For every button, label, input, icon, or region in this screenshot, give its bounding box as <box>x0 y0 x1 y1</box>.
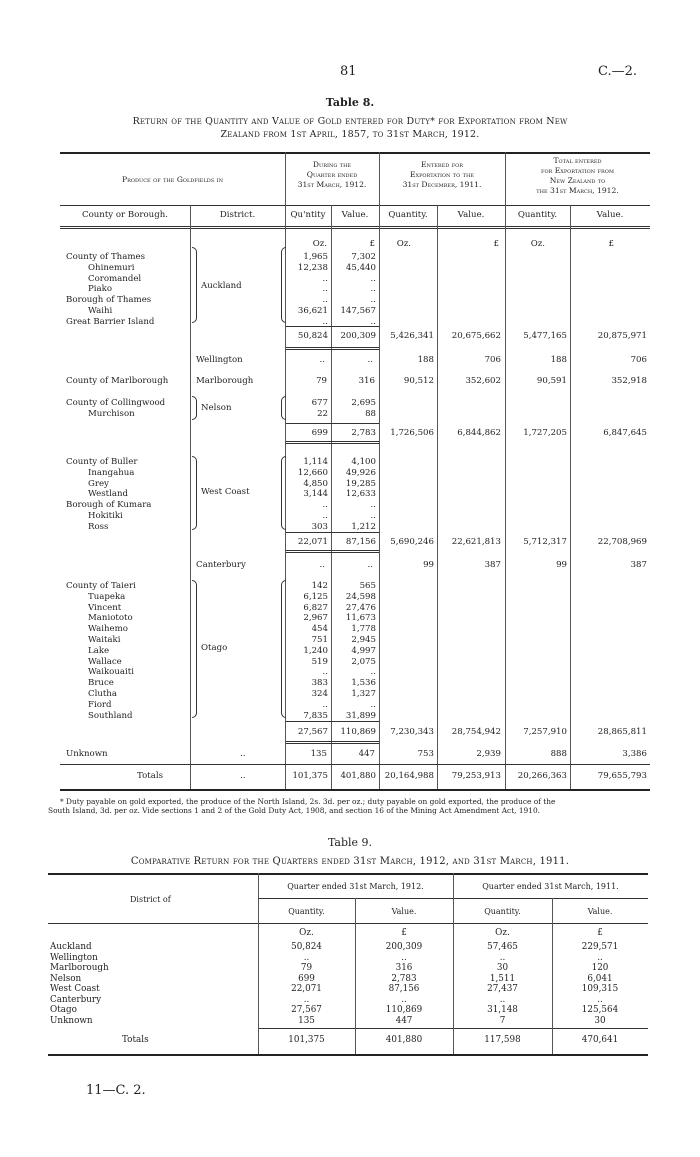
marlborough-entered-qty: 90,512 <box>403 376 434 386</box>
auckland-county-name: Great Barrier Island <box>66 316 155 327</box>
otago-county-qty: 324 <box>311 689 328 699</box>
table9-q1911: .. <box>499 952 506 963</box>
otago-county-name: Waikouaiti <box>88 667 134 678</box>
auckland-county-qty: 36,621 <box>297 306 328 316</box>
table9-district-name: Wellington <box>50 952 98 963</box>
wellington-entered-value: 706 <box>484 355 501 365</box>
otago-county-value: 2,945 <box>351 635 376 645</box>
marlborough-qty: 79 <box>316 376 327 386</box>
table9-totals-v1911: 470,641 <box>581 1035 619 1045</box>
westcoast-subtotal-qty: 22,071 <box>297 537 328 547</box>
col-head-produce: Produce of the Goldfields in <box>122 175 223 184</box>
nelson-total-value: 6,847,645 <box>603 428 647 438</box>
otago-county-name: Maniototo <box>88 613 133 624</box>
table9-q1912-head: Quarter ended 31st March, 1912. <box>287 882 424 891</box>
table9-district-name: Marlborough <box>50 963 109 973</box>
col-head-during-1: During the <box>312 160 352 169</box>
county-marlborough: County of Marlborough <box>66 376 169 386</box>
table9-unit-oz: Oz. <box>299 928 314 938</box>
canterbury-qty: .. <box>319 560 325 570</box>
nelson-county-qty: 677 <box>311 398 328 408</box>
col-head-during-3: 31st March, 1912. <box>297 180 367 189</box>
table9-q1912: 135 <box>298 1015 315 1026</box>
canterbury-value: .. <box>367 560 373 570</box>
table9-v1911: 229,571 <box>581 942 619 952</box>
westcoast-county-value: 4,100 <box>351 457 376 467</box>
auckland-county-name: Piako <box>88 284 113 295</box>
unknown-entered-qty: 753 <box>417 749 434 759</box>
nelson-county-value: 88 <box>365 408 376 419</box>
otago-county-value: 1,778 <box>351 624 376 635</box>
unit-pound: £ <box>608 239 614 249</box>
nelson-entered-qty: 1,726,506 <box>390 428 434 438</box>
table9-v1911: 125,564 <box>581 1005 619 1015</box>
district-west-coast: West Coast <box>201 487 250 497</box>
otago-county-value: 27,476 <box>345 602 376 613</box>
table9-q1912: .. <box>303 994 310 1005</box>
subhead-qty: Qu'ntity <box>290 210 326 220</box>
table9-unit-pound: £ <box>401 928 407 938</box>
table9-v1911: 6,041 <box>587 973 613 984</box>
footnote-line1: * Duty payable on gold exported, the produce of the North Island, 2s. 3d. per oz.; duty payable on gold exported, the produce of the <box>60 797 556 806</box>
district-auckland: Auckland <box>201 281 242 291</box>
westcoast-county-value: .. <box>370 511 376 521</box>
table9-district-name: West Coast <box>50 984 100 994</box>
table9-subtitle: Comparative Return for the Quarters ended 31st March, 1912, and 31st March, 1911. <box>130 856 570 867</box>
auckland-entered-value: 20,675,662 <box>451 331 501 341</box>
otago-subtotal-value: 110,869 <box>340 727 376 737</box>
table8-title: Table 8. <box>325 96 375 109</box>
westcoast-county-qty: 303 <box>311 521 328 532</box>
table9-v1912: 110,869 <box>385 1005 423 1015</box>
table9-quantity-1912: Quantity. <box>288 907 325 916</box>
unit-oz: Oz. <box>312 239 327 249</box>
auckland-total-qty: 5,477,165 <box>523 331 567 341</box>
nelson-subtotal-qty: 699 <box>311 428 328 438</box>
table9-v1911: 109,315 <box>581 984 619 994</box>
otago-county-value: 31,899 <box>345 710 376 721</box>
otago-county-qty: 2,967 <box>303 613 328 624</box>
auckland-county-value: 7,302 <box>351 252 376 262</box>
table9-v1912: 2,783 <box>391 973 417 984</box>
table9-v1911: 30 <box>594 1015 606 1026</box>
page-number: 81 <box>340 64 357 79</box>
otago-county-value: .. <box>370 699 376 710</box>
otago-county-qty: .. <box>322 699 328 710</box>
table9-q1911: 57,465 <box>487 942 518 952</box>
col-head-entered-2: Exportation to the <box>409 170 475 179</box>
table9-q1911: .. <box>499 994 506 1005</box>
nelson-county-name: Murchison <box>88 408 135 419</box>
westcoast-total-qty: 5,712,317 <box>523 537 567 547</box>
nelson-entered-value: 6,844,862 <box>457 428 501 438</box>
auckland-county-qty: 12,238 <box>297 262 328 273</box>
totals-value: 401,880 <box>340 771 376 781</box>
otago-county-qty: 383 <box>311 678 328 689</box>
table9-q1912: 22,071 <box>291 984 322 994</box>
table9-v1911: .. <box>597 952 603 963</box>
table9-q1911: 7 <box>499 1015 506 1026</box>
table9-q1911: 31,148 <box>487 1005 518 1015</box>
table9-q1911-head: Quarter ended 31st March, 1911. <box>482 882 619 891</box>
marlborough-total-value: 352,918 <box>611 376 647 386</box>
subhead-county: County or Borough. <box>82 210 168 220</box>
auckland-total-value: 20,875,971 <box>597 331 647 341</box>
westcoast-entered-qty: 5,690,246 <box>390 537 434 547</box>
wellington-value: .. <box>367 355 373 365</box>
otago-county-value: 1,536 <box>351 678 376 689</box>
table9-q1912: 699 <box>298 973 315 984</box>
auckland-county-qty: .. <box>322 316 328 327</box>
auckland-county-name: County of Thames <box>66 252 145 262</box>
auckland-county-value: .. <box>370 273 376 284</box>
totals-entered-value: 79,253,913 <box>451 771 501 781</box>
otago-county-name: Wallace <box>88 656 122 667</box>
unknown-qty: 135 <box>310 749 327 759</box>
nelson-total-qty: 1,727,205 <box>523 428 567 438</box>
auckland-county-value: .. <box>370 316 376 327</box>
totals-district: .. <box>240 771 246 781</box>
table9-district-name: Otago <box>50 1005 77 1015</box>
totals-total-qty: 20,266,363 <box>517 771 567 781</box>
table9-q1912: 79 <box>300 963 313 973</box>
wellington-total-value: 706 <box>630 355 647 365</box>
unknown-value: 447 <box>358 749 375 759</box>
page-signature: 11—C. 2. <box>86 1083 146 1098</box>
unit-pound: £ <box>493 239 499 249</box>
auckland-county-value: 45,440 <box>345 262 376 273</box>
otago-county-qty: 142 <box>311 581 328 591</box>
otago-county-value: 24,598 <box>345 591 376 602</box>
district-wellington: Wellington <box>196 355 243 365</box>
table9-v1912: 200,309 <box>385 942 423 952</box>
westcoast-county-value: 1,212 <box>351 521 376 532</box>
district-marlborough: Marlborough <box>196 376 254 386</box>
subhead-entered-value: Value. <box>457 210 485 220</box>
otago-total-value: 28,865,811 <box>597 727 647 737</box>
col-head-total-2: for Exportation from <box>540 166 615 175</box>
document-reference: C.—2. <box>598 64 638 79</box>
auckland-county-qty: .. <box>322 295 328 306</box>
table9-unit-pound: £ <box>597 928 603 938</box>
otago-total-qty: 7,257,910 <box>523 727 567 737</box>
westcoast-county-qty: 4,850 <box>303 478 328 489</box>
table9-value-1912: Value. <box>391 907 417 916</box>
table9-v1912: 316 <box>395 963 413 973</box>
otago-entered-value: 28,754,942 <box>451 727 501 737</box>
otago-subtotal-qty: 27,567 <box>297 727 328 737</box>
westcoast-county-name: Ross <box>88 521 109 532</box>
table9-district-head: District of <box>130 895 171 904</box>
table9-q1911: 1,511 <box>489 973 516 984</box>
otago-county-value: 11,673 <box>345 613 376 624</box>
auckland-county-value: .. <box>370 295 376 306</box>
footnote-line2: South Island, 3d. per oz. Vide sections 1 and 2 of the Gold Duty Act, 1908, and section 16 of the Mining Act Amendment Act, 1910. <box>48 806 541 815</box>
table9-v1911: .. <box>597 994 603 1005</box>
nelson-county-qty: 22 <box>317 408 328 419</box>
table9-district-name: Canterbury <box>50 994 102 1005</box>
district-canterbury: Canterbury <box>196 560 246 570</box>
table9-v1912: .. <box>401 952 407 963</box>
otago-county-name: Lake <box>88 645 110 656</box>
otago-county-qty: 6,125 <box>303 591 328 602</box>
table9-value-1911: Value. <box>587 907 613 916</box>
table9-v1911: 120 <box>591 963 609 973</box>
subhead-total-value: Value. <box>596 210 624 220</box>
westcoast-county-name: Westland <box>88 489 128 500</box>
marlborough-value: 316 <box>358 376 375 386</box>
auckland-county-name: Waihi <box>88 306 113 316</box>
otago-county-qty: .. <box>322 667 328 678</box>
subhead-value: Value. <box>341 210 369 220</box>
otago-county-value: .. <box>370 667 376 678</box>
auckland-county-name: Coromandel <box>88 273 142 284</box>
table9-q1912: 27,567 <box>291 1005 322 1015</box>
otago-county-qty: 519 <box>311 656 328 667</box>
otago-county-value: 2,075 <box>351 656 376 667</box>
auckland-subtotal-value: 200,309 <box>340 331 376 341</box>
otago-county-name: County of Taieri <box>66 581 136 591</box>
nelson-county-name: County of Collingwood <box>66 398 166 408</box>
col-head-total-3: New Zealand to <box>549 176 606 185</box>
table9-v1912: 447 <box>395 1015 413 1026</box>
unknown-entered-value: 2,939 <box>476 749 501 759</box>
col-head-total-4: the 31st March, 1912. <box>536 186 619 195</box>
nelson-subtotal-value: 2,783 <box>351 428 376 438</box>
westcoast-total-value: 22,708,969 <box>597 537 647 547</box>
table9-q1911: 27,437 <box>487 984 518 994</box>
auckland-county-qty: .. <box>322 273 328 284</box>
canterbury-total-value: 387 <box>630 560 647 570</box>
auckland-county-qty: .. <box>322 284 328 295</box>
unknown-label: Unknown <box>66 749 108 759</box>
canterbury-entered-qty: 99 <box>423 560 434 570</box>
totals-total-value: 79,655,793 <box>597 771 647 781</box>
unit-pound: £ <box>369 239 375 249</box>
unit-oz: Oz. <box>530 239 545 249</box>
auckland-county-qty: 1,965 <box>303 252 328 262</box>
district-nelson: Nelson <box>201 403 232 413</box>
otago-county-name: Waitaki <box>88 635 121 645</box>
westcoast-county-value: 19,285 <box>345 478 376 489</box>
table9-totals-label: Totals <box>122 1035 149 1045</box>
table9-district-name: Nelson <box>50 973 82 984</box>
table9-district-name: Auckland <box>50 942 92 952</box>
table9-q1912: .. <box>303 952 310 963</box>
subhead-entered-quantity: Quantity. <box>388 210 428 220</box>
westcoast-county-name: Grey <box>88 478 109 489</box>
unknown-district: .. <box>240 749 246 759</box>
otago-county-qty: 1,240 <box>303 645 328 656</box>
table9-totals-v1912: 401,880 <box>385 1035 423 1045</box>
otago-county-name: Vincent <box>88 602 122 613</box>
westcoast-entered-value: 22,621,813 <box>451 537 501 547</box>
auckland-county-value: 147,567 <box>340 306 376 316</box>
col-head-during-2: Quarter ended <box>306 170 358 179</box>
otago-county-value: 4,997 <box>351 645 376 656</box>
canterbury-entered-value: 387 <box>484 560 501 570</box>
auckland-entered-qty: 5,426,341 <box>390 331 434 341</box>
otago-county-name: Waihemo <box>88 624 128 635</box>
otago-county-value: 565 <box>359 581 376 591</box>
westcoast-county-qty: .. <box>322 500 328 511</box>
table9-v1912: .. <box>401 994 407 1005</box>
table9-q1911: 30 <box>496 963 509 973</box>
col-head-entered-3: 31st December, 1911. <box>402 180 482 189</box>
marlborough-total-qty: 90,591 <box>536 376 567 386</box>
otago-county-qty: 454 <box>311 624 328 635</box>
unknown-total-value: 3,386 <box>622 749 647 759</box>
otago-entered-qty: 7,230,343 <box>390 727 434 737</box>
westcoast-county-qty: 1,114 <box>303 457 328 467</box>
table9-totals-q1911: 117,598 <box>484 1035 521 1045</box>
auckland-subtotal-qty: 50,824 <box>297 331 328 341</box>
table9-unit-oz: Oz. <box>495 928 510 938</box>
westcoast-county-value: .. <box>370 500 376 511</box>
totals-qty: 101,375 <box>292 771 328 781</box>
col-head-entered-1: Entered for <box>420 160 464 169</box>
table9-totals-q1912: 101,375 <box>288 1035 325 1045</box>
otago-county-qty: 7,835 <box>303 710 328 721</box>
nelson-county-value: 2,695 <box>351 398 376 408</box>
wellington-qty: .. <box>319 355 325 365</box>
otago-county-name: Clutha <box>88 689 117 699</box>
table8-subtitle-line2: Zealand from 1st April, 1857, to 31st March, 1912. <box>220 129 480 140</box>
westcoast-county-qty: 3,144 <box>303 489 328 500</box>
otago-county-name: Tuapeka <box>88 591 126 602</box>
auckland-county-name: Borough of Thames <box>66 295 152 306</box>
otago-county-name: Southland <box>88 710 133 721</box>
table9-title: Table 9. <box>327 836 373 849</box>
westcoast-county-name: County of Buller <box>66 457 138 467</box>
otago-county-name: Fiord <box>88 699 112 710</box>
westcoast-county-qty: .. <box>322 511 328 521</box>
westcoast-county-value: 49,926 <box>345 467 376 478</box>
table8-subtitle-line1: Return of the Quantity and Value of Gold entered for Duty* for Exportation from New <box>132 116 568 127</box>
wellington-entered-qty: 188 <box>417 355 434 365</box>
westcoast-county-qty: 12,660 <box>297 467 328 478</box>
table9-v1912: 87,156 <box>388 984 420 994</box>
unknown-total-qty: 888 <box>550 749 567 759</box>
marlborough-entered-value: 352,602 <box>465 376 501 386</box>
westcoast-county-name: Borough of Kumara <box>66 500 152 511</box>
subhead-total-quantity: Quantity. <box>517 210 558 220</box>
westcoast-county-name: Hokitiki <box>88 511 123 521</box>
subhead-district: District. <box>219 210 256 220</box>
westcoast-county-name: Inangahua <box>88 467 135 478</box>
table9-district-name: Unknown <box>50 1015 93 1026</box>
otago-county-qty: 6,827 <box>303 602 328 613</box>
auckland-county-value: .. <box>370 284 376 295</box>
otago-county-value: 1,327 <box>351 689 376 699</box>
table9-q1912: 50,824 <box>291 942 322 952</box>
canterbury-total-qty: 99 <box>556 560 567 570</box>
westcoast-county-value: 12,633 <box>345 489 376 500</box>
table9-quantity-1911: Quantity. <box>484 907 521 916</box>
otago-county-name: Bruce <box>88 678 114 689</box>
totals-entered-qty: 20,164,988 <box>384 771 434 781</box>
wellington-total-qty: 188 <box>550 355 567 365</box>
district-otago: Otago <box>201 643 228 653</box>
auckland-county-name: Ohinemuri <box>88 262 135 273</box>
westcoast-subtotal-value: 87,156 <box>345 537 376 547</box>
otago-county-qty: 751 <box>311 635 328 645</box>
totals-label: Totals <box>137 771 163 781</box>
unit-oz: Oz. <box>396 239 411 249</box>
col-head-total-1: Total entered <box>553 156 602 165</box>
